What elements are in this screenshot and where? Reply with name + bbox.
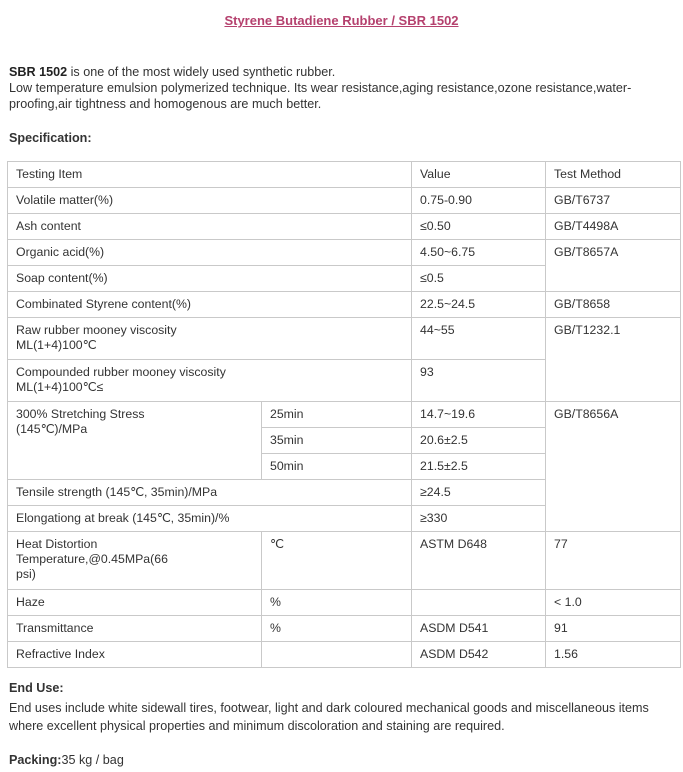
stretch-line2: (145℃)/MPa [16,422,88,436]
packing-label: Packing: [9,753,62,767]
cell-value: 77 [546,532,681,590]
cell-item: Tensile strength (145℃, 35min)/MPa [8,480,412,506]
cell-value: 1.56 [546,642,681,668]
cell-value: 14.7~19.6 [412,402,546,428]
cell-value: ≥330 [412,506,546,532]
header-value: Value [412,162,546,188]
cell-value: 4.50~6.75 [412,240,546,266]
table-row [8,214,681,240]
table-row [8,240,681,266]
packing-line [9,753,124,767]
cell-method: GB/T8658 [546,292,681,318]
cell-value: ≥24.5 [412,480,546,506]
cell-method [412,590,546,616]
cell-value: 91 [546,616,681,642]
cell-value: ≤0.50 [412,214,546,240]
intro-line1: is one of the most widely used synthetic rubber. [67,65,336,79]
cell-item: Transmittance [8,616,262,642]
cell-value: 20.6±2.5 [412,428,546,454]
specification-table [7,161,681,668]
heat-line1: Heat Distortion [16,537,98,551]
table-row [8,532,681,590]
cell-item: Volatile matter(%) [8,188,412,214]
specification-heading: Specification: [9,131,92,145]
table-row [8,162,681,188]
cell-value: 21.5±2.5 [412,454,546,480]
cell-value: ≤0.5 [412,266,546,292]
cell-item [8,402,262,480]
cell-method: GB/T8656A [546,402,681,532]
cell-time: 25min [262,402,412,428]
cell-item: Combinated Styrene content(%) [8,292,412,318]
page-title [0,13,683,28]
cell-time: 35min [262,428,412,454]
title-link[interactable]: Styrene Butadiene Rubber / SBR 1502 [224,13,459,28]
cell-value: 93 [412,360,546,402]
cell-item [8,318,412,360]
compound-mooney-line2: ML(1+4)100℃≤ [16,380,104,394]
table-row [8,188,681,214]
table-row [8,642,681,668]
raw-mooney-line1: Raw rubber mooney viscosity [16,323,177,337]
cell-item: Refractive Index [8,642,262,668]
table-row [8,292,681,318]
table-row [8,318,681,360]
cell-method: ASDM D542 [412,642,546,668]
cell-item: Haze [8,590,262,616]
cell-value: 22.5~24.5 [412,292,546,318]
cell-method: ASTM D648 [412,532,546,590]
end-use-text: End uses include white sidewall tires, footwear, light and dark coloured mechanical goods and miscellaneous items where excellent physical properties and minimum discoloration and staining are required. [9,701,649,733]
header-testing-item: Testing Item [8,162,412,188]
cell-method: ASDM D541 [412,616,546,642]
cell-method: GB/T1232.1 [546,318,681,402]
cell-method: GB/T6737 [546,188,681,214]
cell-item [8,532,262,590]
cell-item: Organic acid(%) [8,240,412,266]
heat-line3: psi) [16,567,36,581]
product-name: SBR 1502 [9,65,68,79]
cell-method: GB/T4498A [546,214,681,240]
cell-unit [262,642,412,668]
header-test-method: Test Method [546,162,681,188]
cell-item: Soap content(%) [8,266,412,292]
end-use-heading: End Use: [9,681,64,695]
heat-line2: Temperature,@0.45MPa(66 [16,552,168,566]
compound-mooney-line1: Compounded rubber mooney viscosity [16,365,226,379]
cell-unit: % [262,590,412,616]
cell-item: Elongationg at break (145℃, 35min)/% [8,506,412,532]
cell-method: GB/T8657A [546,240,681,292]
cell-item: Ash content [8,214,412,240]
cell-value: < 1.0 [546,590,681,616]
cell-time: 50min [262,454,412,480]
table-row [8,402,681,428]
raw-mooney-line2: ML(1+4)100℃ [16,338,97,352]
table-row [8,616,681,642]
stretch-line1: 300% Stretching Stress [16,407,145,421]
intro-paragraph [9,64,669,112]
cell-value: 44~55 [412,318,546,360]
cell-value: 0.75-0.90 [412,188,546,214]
cell-unit: ℃ [262,532,412,590]
cell-unit: % [262,616,412,642]
intro-line2: Low temperature emulsion polymerized technique. Its wear resistance,aging resistance,ozone resistance,water-proofing,air tightness and homogenous are much better. [9,81,632,111]
table-row [8,590,681,616]
cell-item [8,360,412,402]
packing-value: 35 kg / bag [61,753,124,767]
